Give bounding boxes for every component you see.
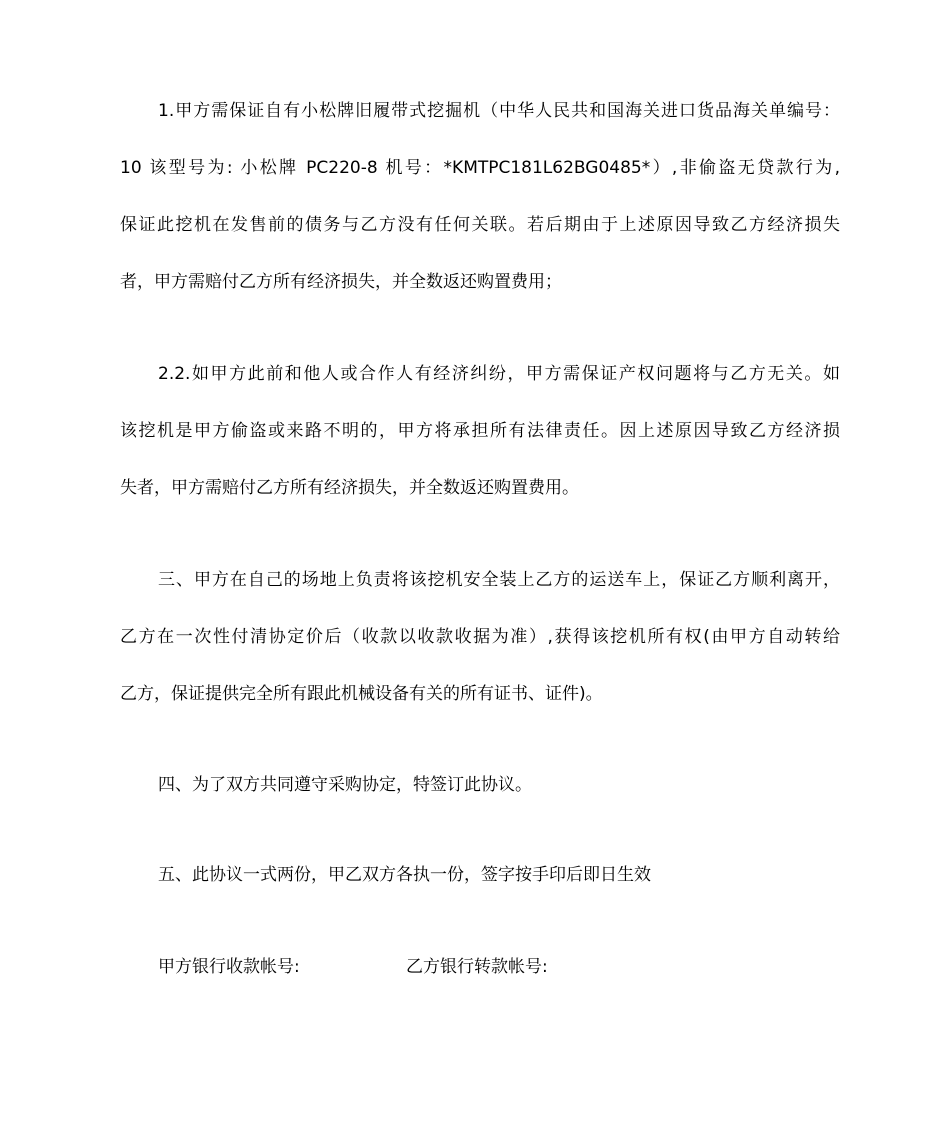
paragraph-3-line-3: 乙方，保证提供完全所有跟此机械设备有关的所有证书、证件)。	[120, 684, 603, 704]
paragraph-2-line-2: 该挖机是甲方偷盗或来路不明的，甲方将承担所有法律责任。因上述原因导致乙方经济损	[120, 421, 840, 441]
paragraph-2-line-1: 2.2.如甲方此前和他人或合作人有经济纠纷，甲方需保证产权问题将与乙方无关。如	[158, 364, 840, 384]
party-a-bank-account-label: 甲方银行收款帐号:	[158, 957, 300, 977]
paragraph-3-line-1: 三、甲方在自己的场地上负责将该挖机安全装上乙方的运送车上，保证乙方顺利离开，	[158, 570, 840, 590]
party-b-bank-account-label: 乙方银行转款帐号:	[406, 957, 548, 977]
paragraph-1-line-1: 1.甲方需保证自有小松牌旧履带式挖掘机（中华人民共和国海关进口货品海关单编号：	[158, 101, 840, 121]
paragraph-3-line-2: 乙方在一次性付清协定价后（收款以收款收据为准）,获得该挖机所有权(由甲方自动转给	[120, 627, 840, 647]
paragraph-1-line-2: 10 该型号为: 小松牌 PC220-8 机号：*KMTPC181L62BG0485*）,非偷盗无贷款行为,	[120, 158, 840, 178]
paragraph-2-line-3: 失者，甲方需赔付乙方所有经济损失，并全数返还购置费用。	[120, 478, 579, 498]
paragraph-1-line-3: 保证此挖机在发售前的债务与乙方没有任何关联。若后期由于上述原因导致乙方经济损失	[120, 215, 840, 235]
paragraph-1-line-4: 者，甲方需赔付乙方所有经济损失，并全数返还购置费用；	[120, 272, 562, 292]
paragraph-4-line-1: 四、为了双方共同遵守采购协定，特签订此协议。	[158, 775, 532, 795]
paragraph-5-line-1: 五、此协议一式两份，甲乙双方各执一份，签字按手印后即日生效	[158, 865, 651, 885]
